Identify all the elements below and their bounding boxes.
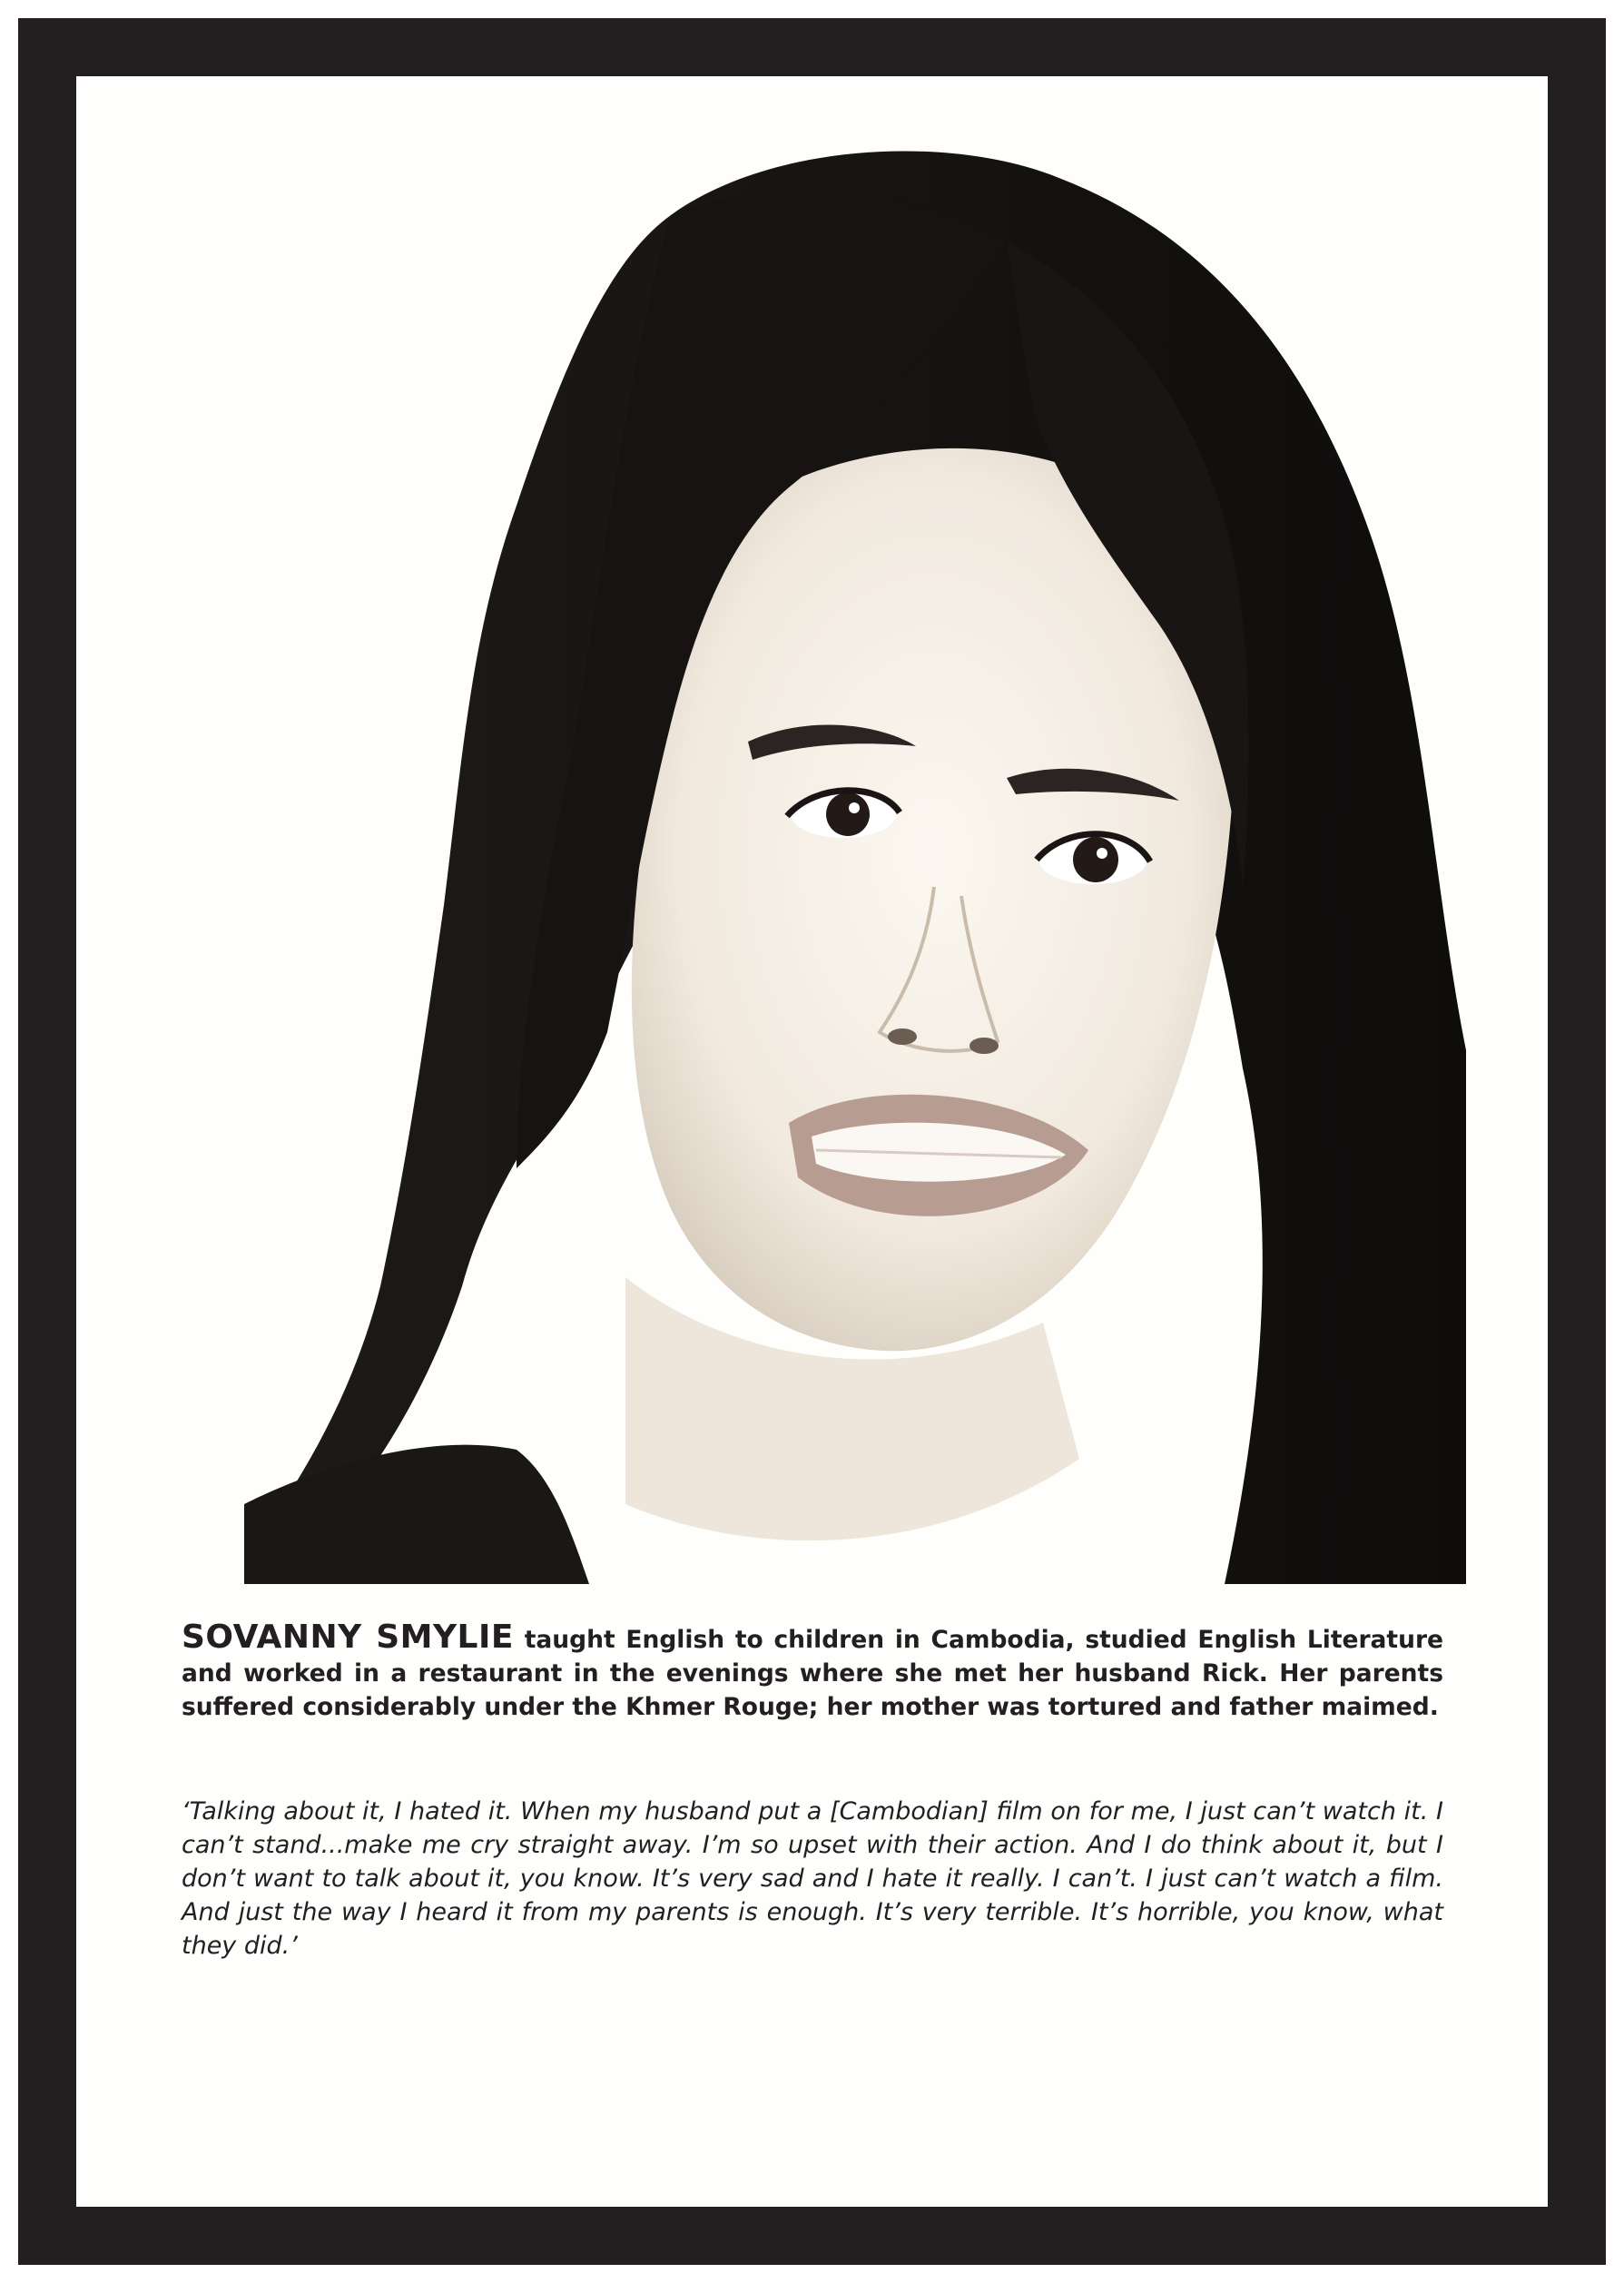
portrait-photo xyxy=(244,143,1466,1584)
quote-paragraph: ‘Talking about it, I hated it. When my husband put a [Cambodian] film on for me, I just can’t watch it. I can’t stand...make me cry straight away. I’m so upset with their action. And I do think about it, but I don’t want to talk about it, you know. It’s very sad and I hate it really. I can’t. I just can’t watch a film. And just the way I heard it from my parents is enough. It’s very terrible. It’s horrible, you know, what they did.’ xyxy=(182,1797,1443,1960)
page-content xyxy=(76,76,1548,2207)
bio-text: taught English to children in Cambodia, studied English Literature and worked in a restaurant in the evenings where she met her husband Rick. Her parents suffered considerably under the Khmer Rouge; her mother was tortured and father maimed. xyxy=(182,1626,1444,1721)
page-frame xyxy=(18,18,1606,2265)
bio-paragraph xyxy=(182,1620,1443,1724)
person-name: SOVANNY SMYLIE xyxy=(182,1619,514,1656)
